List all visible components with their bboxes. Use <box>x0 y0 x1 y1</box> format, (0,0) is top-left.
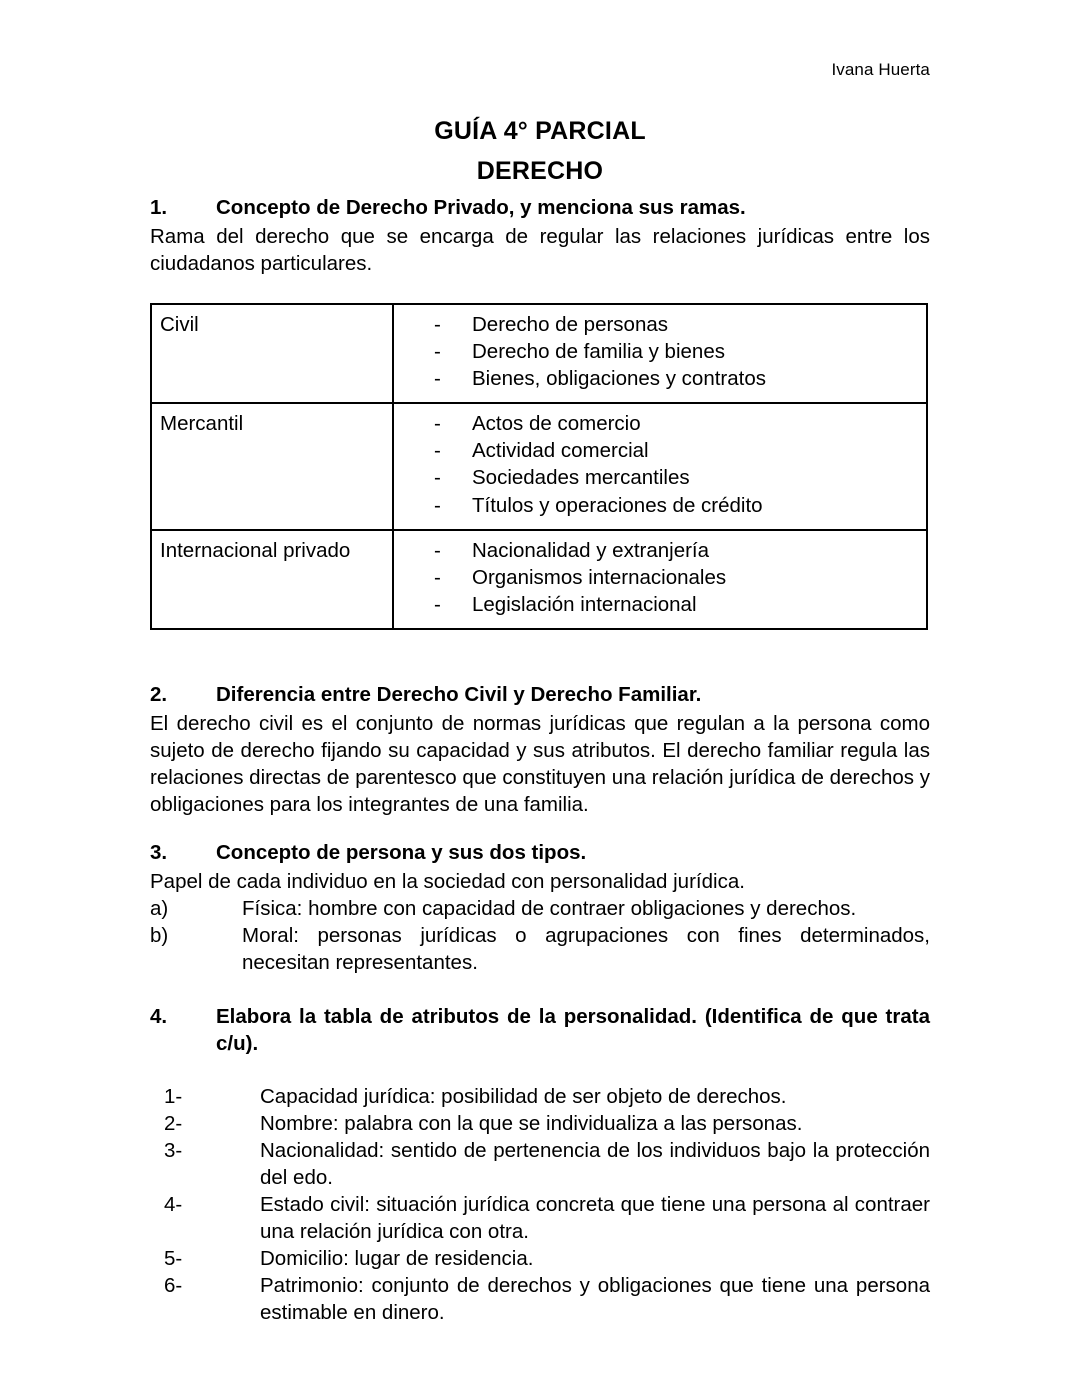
list-item-text: Derecho de familia y bienes <box>472 340 725 364</box>
question-3-heading <box>150 840 930 866</box>
table-row <box>151 403 927 529</box>
spacer <box>150 818 930 832</box>
question-3-text: Concepto de persona y sus dos tipos. <box>216 841 587 865</box>
dash-marker: - <box>434 367 441 391</box>
page-subtitle: DERECHO <box>476 156 604 185</box>
table-cell-label: Internacional privado <box>151 530 393 629</box>
table-row <box>151 530 927 629</box>
list-item-text: Organismos internacionales <box>472 565 727 589</box>
table-row <box>151 304 927 403</box>
table-cell-items <box>393 530 927 629</box>
title-block <box>150 116 930 187</box>
list-item-text: Estado civil: situación jurídica concreta que tiene una persona al contraer una relación jurídica con otra. <box>260 1192 930 1243</box>
spacer <box>150 1057 930 1083</box>
question-2-answer: El derecho civil es el conjunto de normas jurídicas que regulan a la persona como sujeto de derecho fijando su capacidad y sus atributos. El derecho familiar regula las relaciones directas de parentesco que constituyen una relación jurídica de derechos y obligaciones para los integrantes de una familia. <box>150 711 930 817</box>
page-title: GUÍA 4° PARCIAL <box>434 117 646 146</box>
list-item-text: Legislación internacional <box>472 592 697 616</box>
list-item <box>150 1110 930 1137</box>
list-item <box>150 1083 930 1110</box>
list-item <box>402 365 918 392</box>
dash-marker: - <box>434 466 441 490</box>
dash-marker: - <box>434 592 441 616</box>
list-item-text: Nacionalidad y extranjería <box>472 538 710 562</box>
list-item <box>150 895 930 922</box>
list-item-text: Sociedades mercantiles <box>472 466 690 490</box>
list-marker: 3- <box>164 1138 183 1162</box>
question-4-number: 4. <box>150 1004 168 1028</box>
list-item-text: Domicilio: lugar de residencia. <box>260 1246 534 1270</box>
list-item-text: Moral: personas jurídicas o agrupaciones con fines determinados, necesitan representantes. <box>242 924 930 975</box>
dash-marker: - <box>434 340 441 364</box>
dash-marker: - <box>434 538 441 562</box>
list-item <box>402 311 918 338</box>
list-item-text: Actividad comercial <box>472 439 649 463</box>
list-item <box>150 1272 930 1326</box>
question-1-number: 1. <box>150 195 168 219</box>
dash-marker: - <box>434 412 441 436</box>
document-header <box>150 0 930 80</box>
table-cell-label: Mercantil <box>151 403 393 529</box>
dash-marker: - <box>434 493 441 517</box>
spacer <box>150 630 930 674</box>
author-name: Ivana Huerta <box>831 60 930 79</box>
list-item <box>402 410 918 437</box>
question-4-text: Elabora la tabla de atributos de la personalidad. (Identifica de que trata c/u). <box>216 1004 930 1055</box>
list-item-text: Física: hombre con capacidad de contraer obligaciones y derechos. <box>242 897 857 921</box>
dash-marker: - <box>434 565 441 589</box>
list-item-text: Actos de comercio <box>472 412 641 436</box>
list-item-text: Títulos y operaciones de crédito <box>472 493 763 517</box>
question-1-text: Concepto de Derecho Privado, y menciona sus ramas. <box>216 195 746 219</box>
list-marker: 2- <box>164 1111 183 1135</box>
list-item <box>150 1245 930 1272</box>
dash-marker: - <box>434 439 441 463</box>
list-item <box>150 922 930 976</box>
question-2-text: Diferencia entre Derecho Civil y Derecho Familiar. <box>216 682 702 706</box>
question-2-number: 2. <box>150 682 168 706</box>
list-item <box>402 537 918 564</box>
table-cell-items <box>393 304 927 403</box>
document-content <box>150 0 930 1326</box>
question-1-answer: Rama del derecho que se encarga de regular las relaciones jurídicas entre los ciudadanos particulares. <box>150 225 930 276</box>
list-item-text: Capacidad jurídica: posibilidad de ser objeto de derechos. <box>260 1084 787 1108</box>
list-marker: 1- <box>164 1084 183 1108</box>
list-item <box>402 591 918 618</box>
list-marker: 6- <box>164 1273 183 1297</box>
list-marker: 5- <box>164 1246 183 1270</box>
question-2-heading <box>150 682 930 708</box>
list-item <box>402 564 918 591</box>
list-item <box>402 492 918 519</box>
question-3-answer: Papel de cada individuo en la sociedad con personalidad jurídica. <box>150 870 745 894</box>
list-marker: 4- <box>164 1192 183 1216</box>
spacer <box>150 977 930 1003</box>
question-4-heading <box>150 1003 930 1057</box>
list-item <box>402 338 918 365</box>
question-3-number: 3. <box>150 841 168 865</box>
list-item-text: Nombre: palabra con la que se individualiza a las personas. <box>260 1111 803 1135</box>
list-item <box>402 437 918 464</box>
table-cell-label: Civil <box>151 304 393 403</box>
list-item <box>150 1191 930 1245</box>
list-item-text: Bienes, obligaciones y contratos <box>472 367 767 391</box>
list-item <box>402 464 918 491</box>
table-cell-items <box>393 403 927 529</box>
list-marker: b) <box>150 924 169 948</box>
question-1-heading <box>150 195 930 221</box>
branch-table <box>150 303 928 629</box>
list-marker: a) <box>150 897 169 921</box>
list-item-text: Patrimonio: conjunto de derechos y obligaciones que tiene una persona estimable en dinero. <box>260 1273 930 1324</box>
list-item <box>150 1137 930 1191</box>
list-item-text: Derecho de personas <box>472 313 669 337</box>
list-item-text: Nacionalidad: sentido de pertenencia de los individuos bajo la protección del edo. <box>260 1138 930 1189</box>
dash-marker: - <box>434 313 441 337</box>
